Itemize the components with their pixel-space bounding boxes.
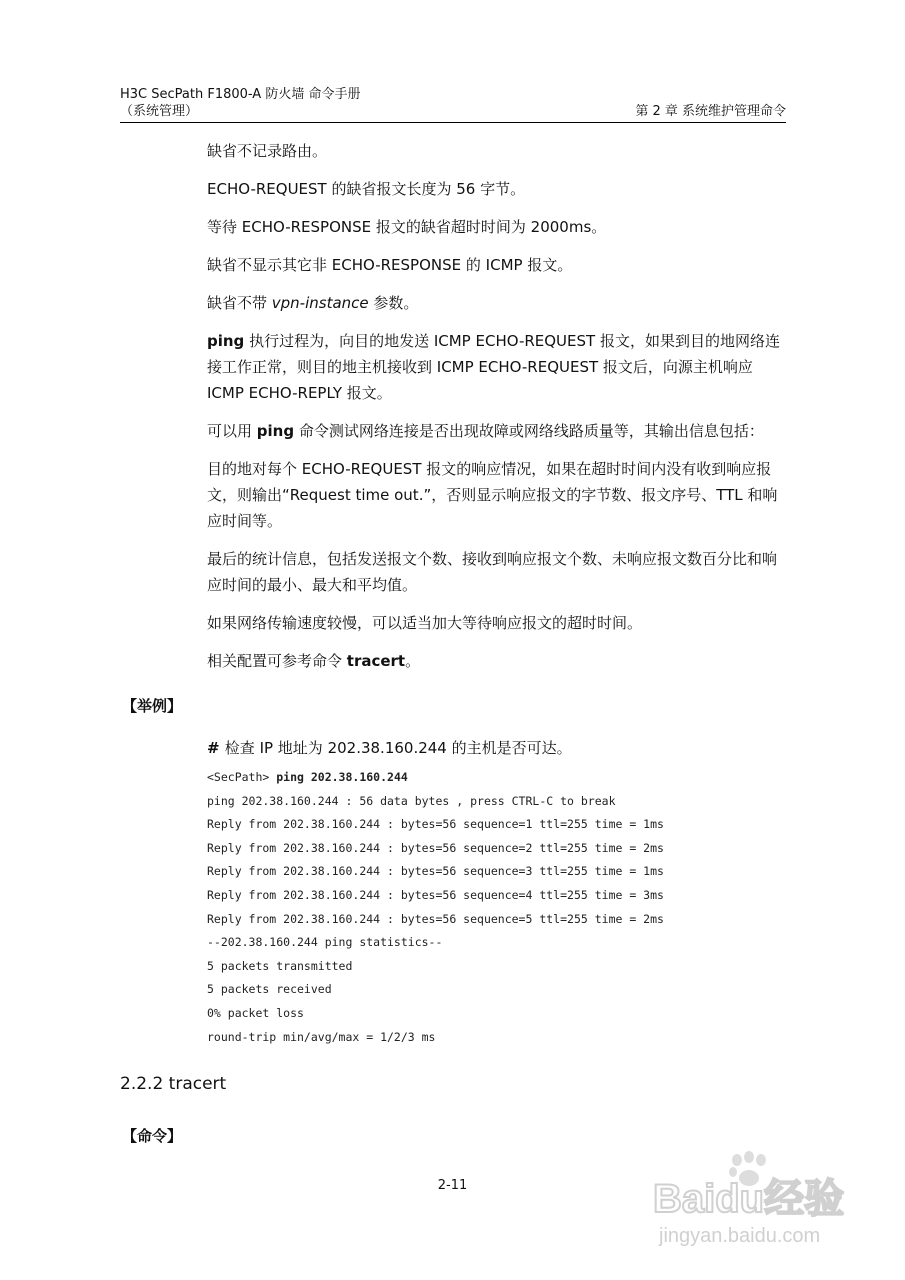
code-line: ping 202.38.160.244 : 56 data bytes , press CTRL-C to break bbox=[207, 793, 616, 808]
para-4: 缺省不显示其它非 ECHO-RESPONSE 的 ICMP 报文。 bbox=[207, 256, 573, 274]
code-line: Reply from 202.38.160.244 : bytes=56 sequence=1 ttl=255 time = 1ms bbox=[207, 817, 664, 832]
code-line: round-trip min/avg/max = 1/2/3 ms bbox=[207, 1029, 436, 1044]
code-command: ping 202.38.160.244 bbox=[276, 770, 408, 784]
code-block bbox=[207, 766, 664, 1049]
para-11-command: tracert bbox=[346, 652, 406, 670]
code-prompt: <SecPath> bbox=[207, 770, 277, 784]
para-1: 缺省不记录路由。 bbox=[207, 142, 328, 160]
para-5-text-c: 参数。 bbox=[368, 294, 419, 312]
page-header bbox=[120, 86, 786, 120]
section-heading: 2.2.2 tracert bbox=[120, 1074, 227, 1094]
para-5-text-a: 缺省不带 bbox=[207, 294, 272, 312]
code-line: 5 packets received bbox=[207, 982, 332, 997]
para-7 bbox=[207, 418, 787, 444]
code-line: 5 packets transmitted bbox=[207, 958, 353, 973]
para-5-param: vpn-instance bbox=[271, 294, 369, 312]
example-intro bbox=[207, 735, 787, 761]
example-intro-text: 检查 IP 地址为 202.38.160.244 的主机是否可达。 bbox=[224, 739, 572, 757]
header-rule bbox=[120, 122, 786, 123]
para-6-text: 执行过程为，向目的地发送 ICMP ECHO-REQUEST 报文，如果到目的地网络连接工作正常，则目的地主机接收到 ICMP ECHO-REQUEST 报文后，向源主机响应 ICMP ECHO-REPLY 报文。 bbox=[207, 332, 780, 402]
header-chapter: 第 2 章 系统维护管理命令 bbox=[635, 104, 786, 119]
watermark-url: jingyan.baidu.com bbox=[659, 1225, 821, 1247]
para-8: 目的地对每个 ECHO-REQUEST 报文的响应情况，如果在超时时间内没有收到响应报文，则输出“Request time out.”，否则显示响应报文的字节数、报文序号、TTL 和响应时间等。 bbox=[207, 460, 778, 530]
para-11-text-c: 。 bbox=[405, 652, 421, 670]
para-7-command: ping bbox=[256, 422, 295, 440]
para-3: 等待 ECHO-RESPONSE 报文的缺省超时时间为 2000ms。 bbox=[207, 218, 607, 236]
code-line: Reply from 202.38.160.244 : bytes=56 sequence=4 ttl=255 time = 3ms bbox=[207, 887, 664, 902]
para-6 bbox=[207, 328, 787, 406]
watermark-brand: Baidu经验 bbox=[653, 1177, 845, 1221]
command-label: 【命令】 bbox=[122, 1127, 183, 1145]
para-7-text-c: 命令测试网络连接是否出现故障或网络线路质量等，其输出信息包括： bbox=[294, 422, 764, 440]
header-title: H3C SecPath F1800-A 防火墙 命令手册 bbox=[120, 87, 361, 102]
code-line: Reply from 202.38.160.244 : bytes=56 sequence=5 ttl=255 time = 2ms bbox=[207, 911, 664, 926]
para-11-text-a: 相关配置可参考命令 bbox=[207, 652, 347, 670]
para-11 bbox=[207, 648, 787, 674]
baidu-watermark-logo bbox=[645, 1150, 865, 1260]
example-label: 【举例】 bbox=[122, 697, 183, 715]
code-line-command bbox=[207, 766, 664, 790]
para-2: ECHO-REQUEST 的缺省报文长度为 56 字节。 bbox=[207, 180, 526, 198]
code-line: Reply from 202.38.160.244 : bytes=56 sequence=3 ttl=255 time = 1ms bbox=[207, 864, 664, 879]
para-6-command: ping bbox=[207, 332, 245, 350]
code-line: --202.38.160.244 ping statistics-- bbox=[207, 935, 443, 950]
page-number: 2-11 bbox=[437, 1178, 468, 1193]
example-hash: # bbox=[207, 739, 225, 757]
para-9: 最后的统计信息，包括发送报文个数、接收到响应报文个数、未响应报文数百分比和响应时间的最小、最大和平均值。 bbox=[207, 550, 778, 594]
para-5 bbox=[207, 290, 787, 316]
para-7-text-a: 可以用 bbox=[207, 422, 257, 440]
para-10: 如果网络传输速度较慢，可以适当加大等待响应报文的超时时间。 bbox=[207, 614, 643, 632]
code-line: 0% packet loss bbox=[207, 1005, 304, 1020]
header-subtitle: （系统管理） bbox=[120, 104, 199, 119]
code-line: Reply from 202.38.160.244 : bytes=56 sequence=2 ttl=255 time = 2ms bbox=[207, 840, 664, 855]
